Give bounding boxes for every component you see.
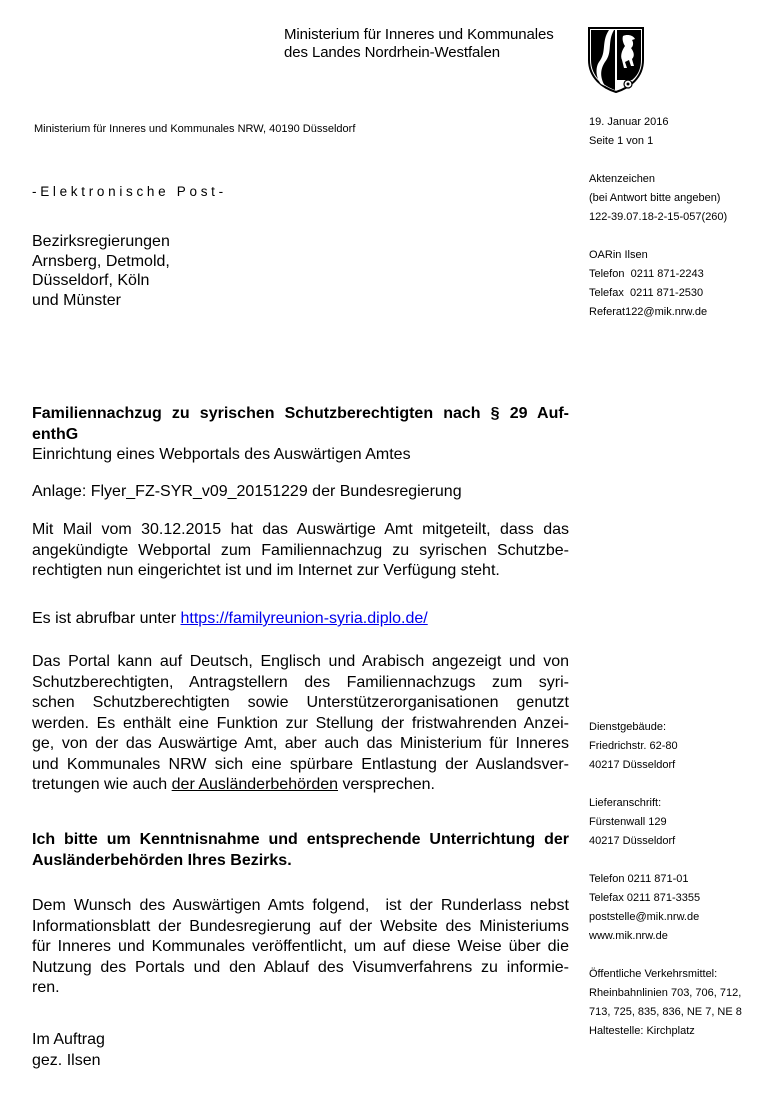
- subject-block: [32, 404, 569, 466]
- reference-label: Aktenzeichen: [589, 173, 656, 185]
- paragraph-line: Dem Wunsch des Auswärtigen Amts folgend, ist der Runderlass nebst: [32, 897, 569, 914]
- paragraph-line: für Inneres und Kommunales veröffentlicht, um auf diese Weise über die: [32, 938, 569, 955]
- contact-name: OARin Ilsen: [589, 249, 648, 261]
- subject-line: Familiennachzug zu syrischen Schutzberechtigten nach § 29 Auf-: [32, 405, 569, 422]
- paragraph-line: Das Portal kann auf Deutsch, Englisch und Arabisch angezeigt und von: [32, 653, 569, 670]
- text-fragment: tretungen wie auch: [32, 776, 172, 793]
- recipient-line: Arnsberg, Detmold,: [32, 252, 170, 270]
- closing-phrase: Im Auftrag: [32, 1031, 105, 1048]
- paragraph-line: Informationsblatt der Bundesregierung auf der Website des Ministeriums: [32, 917, 569, 935]
- underlined-text: der Ausländerbehörden: [171, 776, 339, 793]
- paragraph-line: und Kommunales NRW sich eine spürbare Entlastung der Auslandsver-: [32, 755, 569, 773]
- paragraph-line: rechtigten nun eingerichtet ist und im Internet zur Verfügung steht.: [32, 562, 500, 579]
- office-phone: Telefon 0211 871-01: [589, 873, 689, 885]
- paragraph-line: angekündigte Webportal zum Familiennachzug zu syrischen Schutzbe-: [32, 541, 569, 559]
- contact-email[interactable]: Referat122@mik.nrw.de: [589, 306, 708, 318]
- paragraph-announcement: [32, 520, 569, 582]
- page-count: Seite 1 von 1: [589, 135, 654, 147]
- paragraph-line: ren.: [32, 979, 60, 996]
- sidebar-letter-info: [589, 113, 727, 322]
- recipient-line: und Münster: [32, 291, 121, 309]
- request-line: Ausländerbehörden Ihres Bezirks.: [32, 851, 292, 869]
- delivery-method-note: -Elektronische Post-: [32, 184, 227, 199]
- nrw-coat-of-arms-icon: [587, 26, 645, 94]
- ministry-name-line1: Ministerium für Inneres und Kommunales: [284, 26, 554, 43]
- reference-number: 122-39.07.18-2-15-057(260): [589, 211, 728, 223]
- sidebar-office-info: [589, 718, 742, 1041]
- transit-lines: Rheinbahnlinien 703, 706, 712,: [589, 987, 742, 999]
- recipient-address: [32, 232, 170, 310]
- contact-phone: Telefon 0211 871-2243: [589, 268, 704, 280]
- recipient-line: Düsseldorf, Köln: [32, 272, 150, 289]
- paragraph-line: schen Schutzberechtigten sowie Unterstützerorganisationen genutzt: [32, 694, 569, 711]
- request-paragraph: [32, 830, 569, 871]
- building-city: 40217 Düsseldorf: [589, 759, 676, 771]
- transit-lines: 713, 725, 835, 836, NE 7, NE 8: [589, 1006, 742, 1018]
- subject-subtitle: Einrichtung eines Webportals des Auswärtigen Amtes: [32, 446, 411, 463]
- recipient-line: Bezirksregierungen: [32, 233, 170, 250]
- sender-address-line: Ministerium für Inneres und Kommunales NRW, 40190 Düsseldorf: [34, 123, 356, 135]
- delivery-address-label: Lieferanschrift:: [589, 797, 662, 809]
- link-prefix: Es ist abrufbar unter: [32, 610, 181, 627]
- subject-line: enthG: [32, 425, 79, 443]
- paragraph-portal-link: [32, 609, 569, 630]
- paragraph-line: ge, von der das Auswärtige Amt, aber auch das Ministerium für Inneres: [32, 735, 569, 752]
- office-fax: Telefax 0211 871-3355: [589, 892, 701, 904]
- closing-block: [32, 1030, 569, 1071]
- ministry-name: [284, 26, 554, 62]
- office-website[interactable]: www.mik.nrw.de: [589, 930, 668, 942]
- paragraph-line: Nutzung des Portals und den Ablauf des Visumverfahrens zu informie-: [32, 958, 569, 976]
- paragraph-line: Schutzberechtigten, Antragstellern des Familiennachzugs zum syri-: [32, 673, 569, 691]
- building-label: Dienstgebäude:: [589, 721, 667, 733]
- contact-fax: Telefax 0211 871-2530: [589, 287, 704, 299]
- reference-note: (bei Antwort bitte angeben): [589, 192, 721, 204]
- office-email[interactable]: poststelle@mik.nrw.de: [589, 911, 700, 923]
- delivery-street: Fürstenwall 129: [589, 816, 667, 828]
- portal-link[interactable]: https://familyreunion-syria.diplo.de/: [180, 610, 428, 627]
- signature: gez. Ilsen: [32, 1051, 101, 1069]
- transit-label: Öffentliche Verkehrsmittel:: [589, 968, 718, 980]
- paragraph-publication: [32, 896, 569, 999]
- delivery-city: 40217 Düsseldorf: [589, 835, 676, 847]
- text-fragment: versprechen.: [338, 776, 435, 793]
- building-street: Friedrichstr. 62-80: [589, 740, 678, 752]
- paragraph-portal-description: [32, 652, 569, 796]
- transit-stop: Haltestelle: Kirchplatz: [589, 1025, 695, 1037]
- letter-date: 19. Januar 2016: [589, 116, 669, 128]
- paragraph-line: werden. Es enthält eine Funktion zur Stellung der fristwahrenden Anzei-: [32, 714, 569, 732]
- attachment-line: Anlage: Flyer_FZ-SYR_v09_20151229 der Bundesregierung: [32, 483, 462, 500]
- paragraph-line: Mit Mail vom 30.12.2015 hat das Auswärtige Amt mitgeteilt, dass das: [32, 521, 569, 538]
- request-line: Ich bitte um Kenntnisnahme und entsprechende Unterrichtung der: [32, 831, 569, 848]
- paragraph-line: [32, 775, 569, 796]
- ministry-name-line2: des Landes Nordrhein-Westfalen: [284, 44, 501, 61]
